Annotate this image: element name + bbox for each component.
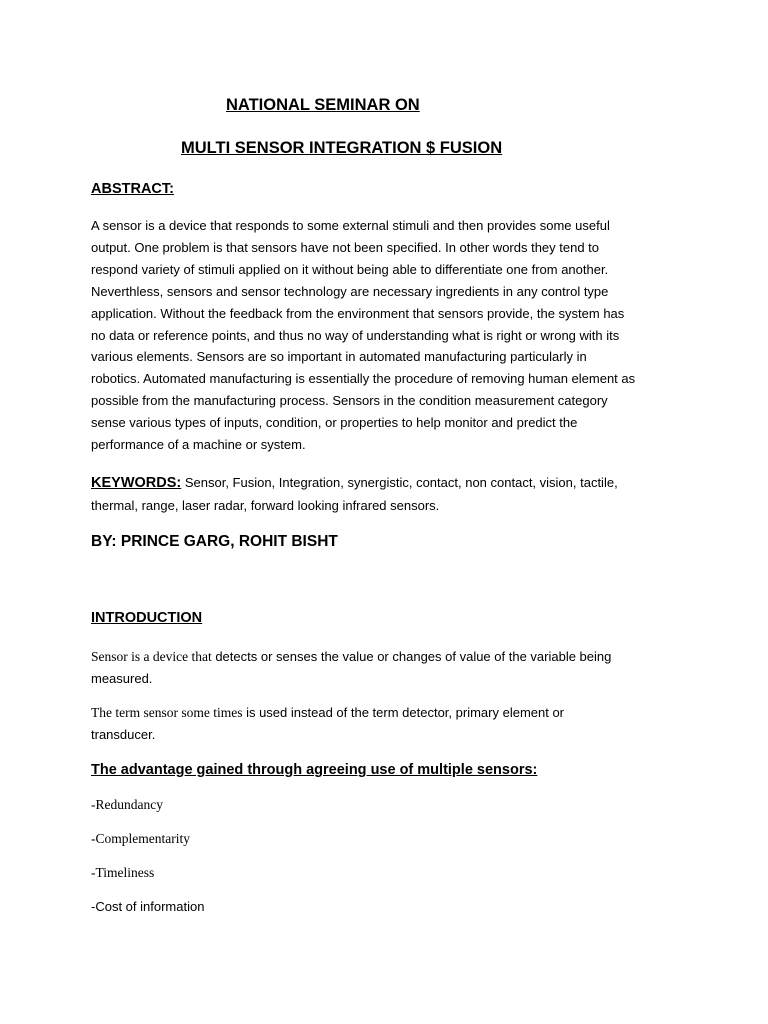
abstract-heading: ABSTRACT: xyxy=(91,181,174,197)
keywords-label: KEYWORDS: xyxy=(91,475,182,491)
list-item: -Complementarity xyxy=(91,831,190,846)
intro-serif-text: The term sensor some times xyxy=(91,705,243,720)
abstract-line: sense various types of inputs, condition, or properties to help monitor and predict the xyxy=(91,415,578,431)
abstract-line: A sensor is a device that responds to some external stimuli and then provides some useful xyxy=(91,218,610,233)
abstract-line: various elements. Sensors are so important in automated manufacturing particularly in xyxy=(91,349,587,365)
keywords-line-2: thermal, range, laser radar, forward looking infrared sensors. xyxy=(91,497,440,513)
intro-sans-text: is used instead of the term detector, primary element or xyxy=(242,705,565,720)
introduction-heading: INTRODUCTION xyxy=(91,610,203,626)
intro-serif-text: Sensor is a device that xyxy=(91,649,212,664)
list-item: -Timeliness xyxy=(91,865,155,880)
intro-paragraph-1 xyxy=(91,646,681,690)
abstract-line: performance of a machine or system. xyxy=(91,437,306,453)
intro-sans-text: detects or senses the value or changes of value of the variable being xyxy=(211,649,612,664)
intro-line xyxy=(91,702,681,724)
keywords-text: Sensor, Fusion, Integration, synergistic, contact, non contact, vision, tactile, xyxy=(181,475,618,490)
authors-line: BY: PRINCE GARG, ROHIT BISHT xyxy=(91,533,338,550)
advantages-heading: The advantage gained through agreeing use of multiple sensors: xyxy=(91,762,538,778)
intro-line-2: measured. xyxy=(91,670,153,686)
intro-line xyxy=(91,646,681,668)
seminar-title: NATIONAL SEMINAR ON xyxy=(226,96,420,114)
list-item: -Redundancy xyxy=(91,797,163,812)
abstract-line: no data or reference points, and thus no way of understanding what is right or wrong with its xyxy=(91,327,620,343)
intro-paragraph-2 xyxy=(91,702,681,746)
abstract-line: Neverthless, sensors and sensor technology are necessary ingredients in any control type xyxy=(91,283,609,299)
abstract-line: respond variety of stimuli applied on it without being able to differentiate one from another. xyxy=(91,261,609,277)
intro-line-2: transducer. xyxy=(91,726,156,742)
abstract-line: application. Without the feedback from the environment that sensors provide, the system has xyxy=(91,305,625,321)
keywords-paragraph xyxy=(91,472,681,517)
abstract-line: output. One problem is that sensors have not been specified. In other words they tend to xyxy=(91,239,600,255)
abstract-paragraph xyxy=(91,215,681,456)
seminar-subtitle: MULTI SENSOR INTEGRATION $ FUSION xyxy=(181,139,503,157)
list-item: -Cost of information xyxy=(91,899,205,914)
keywords-line xyxy=(91,472,681,495)
abstract-line: possible from the manufacturing process. Sensors in the condition measurement category xyxy=(91,393,608,409)
abstract-line: robotics. Automated manufacturing is essentially the procedure of removing human element as xyxy=(91,371,636,387)
